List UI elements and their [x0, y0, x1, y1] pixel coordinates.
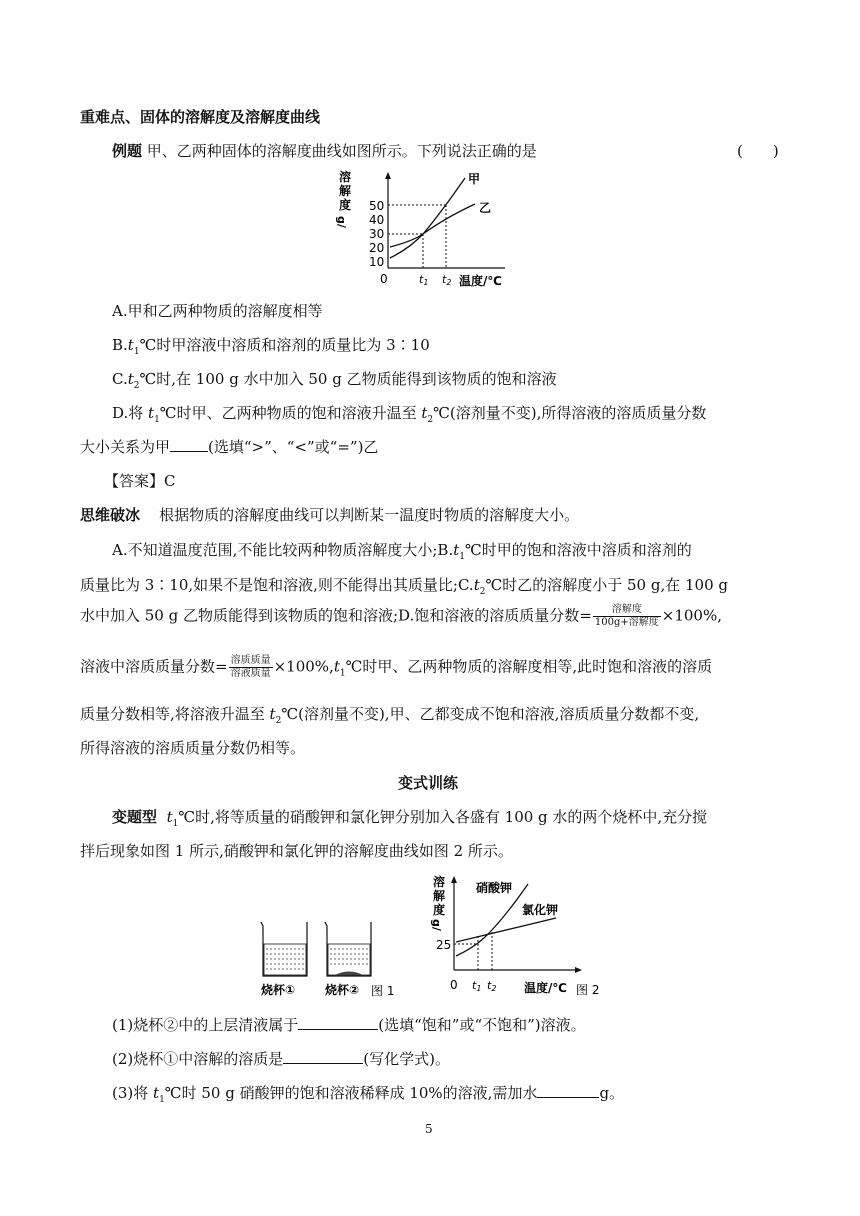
label-yi: 乙	[479, 201, 492, 215]
variant-title: 变式训练	[398, 774, 459, 792]
svg-text:溶: 溶	[339, 170, 352, 184]
x-tick-t2: t2	[442, 273, 452, 287]
question-2: (2)烧杯①中溶解的溶质是 (写化学式)。	[112, 1050, 450, 1068]
figure-1-beakers	[255, 916, 405, 1000]
answer: 【答案】C	[104, 472, 176, 490]
beaker-1	[261, 922, 307, 976]
svg-text:解: 解	[339, 184, 352, 198]
label-kno3: 硝酸钾	[476, 881, 513, 895]
curve-kcl	[456, 918, 556, 942]
answer-blank-3[interactable]	[537, 1083, 599, 1098]
graph-xlabel: 温度/℃	[459, 274, 502, 288]
svg-text:g/: g/	[335, 216, 348, 228]
analysis-line4: 溶液中溶质质量分数= $\frac{\text{溶质质量}}{\text{溶液质量}}$ $\times 100\%,t_1℃$时甲、乙两种物质的溶解度相等,此时饱和溶液的溶质	[80, 655, 713, 679]
graph2-y-tick-25: 25	[436, 938, 452, 952]
figure-2-caption: 图 2	[576, 983, 600, 997]
graph-ylabel	[335, 169, 351, 229]
option-d-line1: D.将 $t_1℃$时甲、乙两种物质的饱和溶液升温至 $t_2℃$(溶剂量不变),所得溶液的溶质质量分数	[112, 404, 707, 425]
option-b: $B.t_1℃$时甲溶液中溶质和溶剂的质量比为 3∶10	[112, 336, 430, 357]
option-d-line2: 大小关系为甲 (选填“>”、“<”或“=”)乙	[80, 438, 379, 456]
fraction-mass: $\frac{\text{溶质质量}}{\text{溶液质量}}$	[230, 655, 271, 679]
answer-paren: ( )	[737, 142, 779, 160]
label-jia: 甲	[468, 172, 481, 186]
variant-line2: 拌后现象如图 1 所示,硝酸钾和氯化钾的溶解度曲线如图 2 所示。	[80, 842, 513, 860]
page-number: 5	[425, 1122, 433, 1136]
example-question	[112, 140, 537, 161]
beaker-1-label: 烧杯①	[261, 983, 296, 997]
y-tick-40: 40	[369, 213, 385, 227]
answer-blank-d[interactable]	[170, 437, 208, 452]
section-title: 重难点、固体的溶解度及溶解度曲线	[80, 108, 321, 126]
figure-1-caption: 图 1	[371, 984, 395, 998]
y-tick-20: 20	[369, 241, 385, 255]
y-tick-50: 50	[369, 199, 385, 213]
beaker-2	[325, 922, 371, 976]
option-a: A.甲和乙两种物质的溶解度相等	[112, 302, 323, 320]
option-c: $C.t_2℃$时,在 100 g 水中加入 50 g 乙物质能得到该物质的饱和溶液	[112, 370, 557, 391]
analysis-line6: 所得溶液的溶质质量分数仍相等。	[80, 739, 306, 757]
svg-text:度: 度	[433, 903, 446, 917]
svg-text:度: 度	[339, 198, 352, 212]
precipitate	[335, 972, 363, 976]
graph2-x-tick-t1: t1	[472, 979, 482, 993]
analysis-line2: 质量比为 3∶10,如果不是饱和溶液,则不能得出其质量比$;C.t_2℃$时乙的溶解度小于 50 g,在 100 g	[80, 576, 729, 597]
example-question-text: 甲、乙两种固体的溶解度曲线如图所示。下列说法正确的是	[146, 142, 537, 160]
variant-line1: 变题型 $t_1℃$时,将等质量的硝酸钾和氯化钾分别加入各盛有 100 g 水的两个烧杯中,充分搅	[112, 808, 708, 829]
x-tick-t1: t1	[419, 273, 429, 287]
figure-2-solubility-graph	[428, 872, 608, 1000]
analysis-line1: A.不知道温度范围,不能比较两种物质溶解度大小$;B.t_1℃$时甲的饱和溶液中溶质和溶剂的	[112, 541, 692, 562]
label-kcl: 氯化钾	[522, 903, 559, 917]
answer-blank-2[interactable]	[283, 1049, 363, 1064]
graph2-xlabel: 温度/℃	[524, 981, 567, 995]
question-3: (3)将 $t_1℃$时 50 g 硝酸钾的饱和溶液稀释成 10%的溶液,需加水 g。	[112, 1084, 625, 1105]
svg-text:溶: 溶	[433, 875, 446, 889]
beaker-2-label: 烧杯②	[325, 983, 360, 997]
solubility-graph-example	[335, 168, 525, 290]
y-tick-30: 30	[369, 227, 385, 241]
analysis-line5: 质量分数相等,将溶液升温至 $t_2℃$(溶剂量不变),甲、乙都变成不饱和溶液,溶质质量分数都不变,	[80, 705, 700, 726]
svg-text:解: 解	[433, 889, 446, 903]
y-tick-10: 10	[369, 255, 385, 269]
curve-yi	[390, 204, 475, 247]
fraction-solubility: $\frac{\text{溶解度}}{\text{100g+溶解度}}$	[594, 604, 659, 628]
analysis-line3: 水中加入 50 g 乙物质能得到该物质的饱和溶液;D.饱和溶液的溶质质量分数= $\frac{\text{溶解度}}{\text{100g+溶解度}}$ ×100%,	[80, 604, 722, 628]
analysis-intro: 思维破冰 根据物质的溶解度曲线可以判断某一温度时物质的溶解度大小。	[80, 506, 580, 524]
graph-origin: 0	[380, 272, 388, 286]
question-1: (1)烧杯②中的上层清液属于 (选填“饱和”或“不饱和”)溶液。	[112, 1016, 586, 1034]
answer-blank-1[interactable]	[298, 1015, 378, 1030]
example-label: 例题	[112, 142, 143, 160]
curve-jia	[390, 178, 465, 258]
graph2-ylabel	[430, 874, 445, 932]
graph2-origin: 0	[450, 978, 458, 992]
graph2-x-tick-t2: t2	[487, 979, 497, 993]
y-tick-labels	[369, 199, 384, 269]
svg-text:g/: g/	[430, 919, 443, 931]
